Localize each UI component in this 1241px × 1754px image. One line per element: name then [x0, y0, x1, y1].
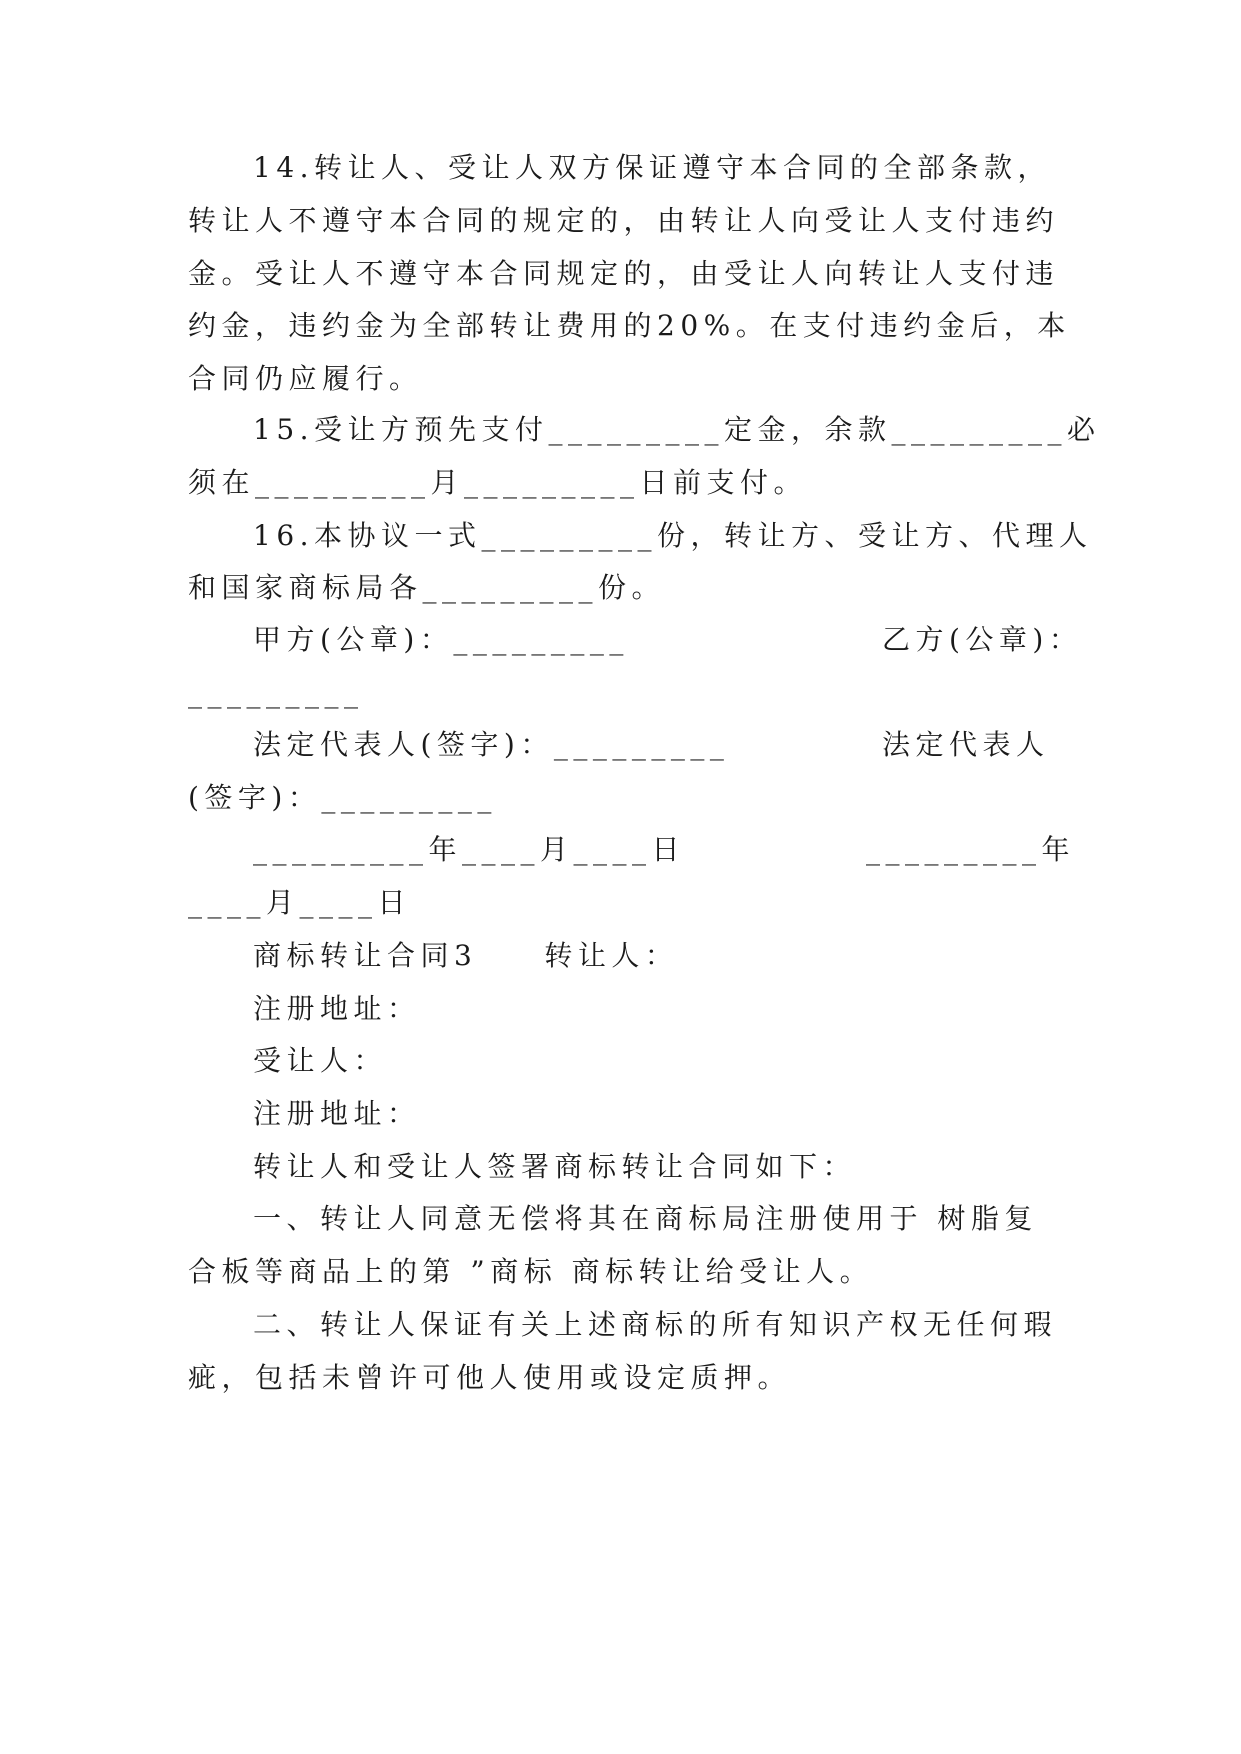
paragraph-14-line-4: 约金，违约金为全部转让费用的20%。在支付违约金后，本 [188, 309, 1071, 342]
clause-1-line-2: 合板等商品上的第 ”商标 商标转让给受让人。 [188, 1255, 874, 1288]
party-b-date-month-day: ____月____日 [188, 886, 412, 919]
party-a-seal: 甲方(公章)：_________ [253, 623, 629, 656]
paragraph-14-line-2: 转让人不遵守本合同的规定的，由转让人向受让人支付违约 [188, 204, 1060, 237]
paragraph-14-line-5: 合同仍应履行。 [188, 362, 423, 395]
party-a-representative: 法定代表人(签字)：_________ [253, 728, 730, 761]
party-b-seal-blank: _________ [188, 676, 364, 709]
paragraph-15-line-1: 15.受让方预先支付_________定金，余款_________必 [253, 413, 1101, 446]
transferor-address: 注册地址： [253, 992, 421, 1025]
paragraph-15-line-2: 须在_________月_________日前支付。 [188, 466, 808, 499]
paragraph-16-line-1: 16.本协议一式_________份，转让方、受让方、代理人 [253, 519, 1093, 552]
party-a-date: _________年____月____日 [253, 833, 686, 866]
party-b-signature: (签字)：_________ [188, 781, 497, 814]
paragraph-14-line-3: 金。受让人不遵守本合同规定的，由受让人向转让人支付违 [188, 257, 1060, 290]
paragraph-16-line-2: 和国家商标局各_________份。 [188, 571, 666, 604]
transferee: 受让人： [253, 1044, 388, 1077]
party-b-seal: 乙方(公章)： [882, 623, 1083, 656]
contract-3-title: 商标转让合同3 转让人： [253, 939, 679, 972]
clause-1-line-1: 一、转让人同意无偿将其在商标局注册使用于 树脂复 [253, 1202, 1038, 1235]
party-b-representative: 法定代表人 [882, 728, 1050, 761]
clause-2-line-2: 疵，包括未曾许可他人使用或设定质押。 [188, 1361, 792, 1394]
clause-2-line-1: 二、转让人保证有关上述商标的所有知识产权无任何瑕 [253, 1308, 1058, 1341]
contract-intro: 转让人和受让人签署商标转让合同如下： [253, 1150, 857, 1183]
paragraph-14-line-1: 14.转让人、受让人双方保证遵守本合同的全部条款， [253, 151, 1052, 184]
party-b-date-year: _________年 [866, 833, 1076, 866]
transferee-address: 注册地址： [253, 1097, 421, 1130]
